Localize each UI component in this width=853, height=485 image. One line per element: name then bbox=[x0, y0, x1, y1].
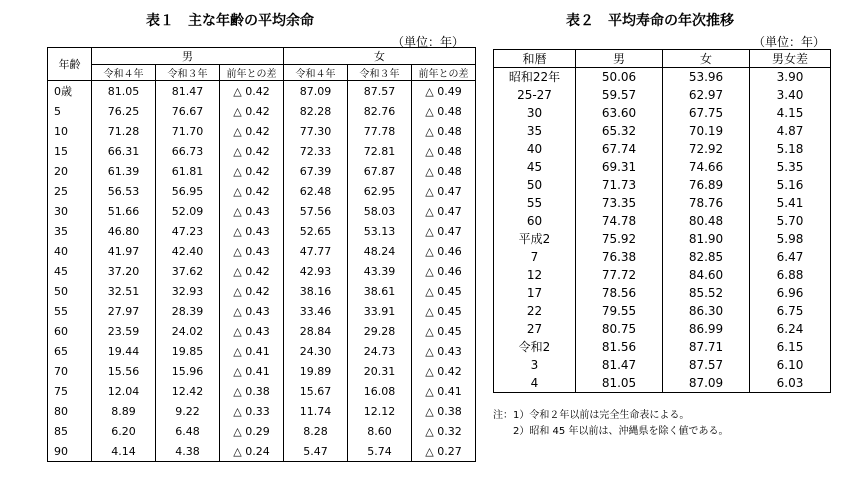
value-cell: 8.28 bbox=[284, 421, 348, 441]
value-cell: 38.16 bbox=[284, 281, 348, 301]
value-cell: △ 0.29 bbox=[220, 421, 284, 441]
value-cell: △ 0.43 bbox=[220, 321, 284, 341]
value-cell: 80.48 bbox=[663, 212, 750, 230]
row-label-cell: 45 bbox=[48, 261, 92, 281]
value-cell: 67.39 bbox=[284, 161, 348, 181]
value-cell: △ 0.42 bbox=[220, 261, 284, 281]
note-line: 注：1）令和２年以前は完全生命表による。 bbox=[493, 410, 690, 421]
value-cell: △ 0.42 bbox=[220, 161, 284, 181]
value-cell: 74.66 bbox=[663, 158, 750, 176]
value-cell: 6.03 bbox=[750, 374, 831, 393]
table-row bbox=[494, 212, 831, 230]
value-cell: 19.44 bbox=[92, 341, 156, 361]
value-cell: 53.96 bbox=[663, 68, 750, 87]
row-label-cell: 17 bbox=[494, 284, 576, 302]
table-row bbox=[494, 176, 831, 194]
value-cell: 6.75 bbox=[750, 302, 831, 320]
value-cell: △ 0.45 bbox=[412, 321, 476, 341]
row-label-cell: 50 bbox=[48, 281, 92, 301]
table-row bbox=[494, 230, 831, 248]
value-cell: 5.74 bbox=[348, 441, 412, 462]
value-cell: 61.39 bbox=[92, 161, 156, 181]
table-row bbox=[48, 261, 476, 281]
table2-title: 表２ 平均寿命の年次推移 bbox=[566, 13, 734, 29]
value-cell: 5.16 bbox=[750, 176, 831, 194]
row-label-cell: 25-27 bbox=[494, 86, 576, 104]
value-cell: 5.47 bbox=[284, 441, 348, 462]
table2-unit: （単位：年） bbox=[753, 35, 826, 49]
value-cell: 6.24 bbox=[750, 320, 831, 338]
value-cell: 8.89 bbox=[92, 401, 156, 421]
table-row bbox=[48, 221, 476, 241]
table1-unit: （単位：年） bbox=[392, 35, 465, 49]
column-header: 令和４年 bbox=[284, 65, 348, 81]
value-cell: △ 0.38 bbox=[220, 381, 284, 401]
value-cell: 62.48 bbox=[284, 181, 348, 201]
column-header: 令和３年 bbox=[156, 65, 220, 81]
value-cell: 12.12 bbox=[348, 401, 412, 421]
value-cell: △ 0.38 bbox=[412, 401, 476, 421]
value-cell: △ 0.48 bbox=[412, 121, 476, 141]
value-cell: 4.38 bbox=[156, 441, 220, 462]
table-row bbox=[494, 356, 831, 374]
value-cell: △ 0.33 bbox=[220, 401, 284, 421]
value-cell: △ 0.41 bbox=[220, 361, 284, 381]
value-cell: 19.85 bbox=[156, 341, 220, 361]
value-cell: 82.28 bbox=[284, 101, 348, 121]
value-cell: 62.95 bbox=[348, 181, 412, 201]
value-cell: △ 0.42 bbox=[220, 81, 284, 102]
row-label-cell: 12 bbox=[494, 266, 576, 284]
value-cell: 6.48 bbox=[156, 421, 220, 441]
value-cell: 53.13 bbox=[348, 221, 412, 241]
value-cell: 77.72 bbox=[576, 266, 663, 284]
value-cell: 51.66 bbox=[92, 201, 156, 221]
value-cell: △ 0.32 bbox=[412, 421, 476, 441]
value-cell: 24.02 bbox=[156, 321, 220, 341]
value-cell: 67.75 bbox=[663, 104, 750, 122]
value-cell: 15.96 bbox=[156, 361, 220, 381]
value-cell: 12.42 bbox=[156, 381, 220, 401]
value-cell: 5.18 bbox=[750, 140, 831, 158]
value-cell: 78.56 bbox=[576, 284, 663, 302]
row-label-cell: 25 bbox=[48, 181, 92, 201]
table-row bbox=[494, 320, 831, 338]
row-label-cell: 50 bbox=[494, 176, 576, 194]
value-cell: 81.05 bbox=[92, 81, 156, 102]
age-header: 年齢 bbox=[48, 48, 92, 81]
value-cell: 77.78 bbox=[348, 121, 412, 141]
row-label-cell: 平成2 bbox=[494, 230, 576, 248]
table-row bbox=[494, 248, 831, 266]
value-cell: 52.65 bbox=[284, 221, 348, 241]
row-label-cell: 55 bbox=[48, 301, 92, 321]
row-label-cell: 85 bbox=[48, 421, 92, 441]
value-cell: △ 0.43 bbox=[220, 221, 284, 241]
value-cell: 81.05 bbox=[576, 374, 663, 393]
value-cell: △ 0.47 bbox=[412, 221, 476, 241]
row-label-cell: 5 bbox=[48, 101, 92, 121]
row-label-cell: 40 bbox=[494, 140, 576, 158]
value-cell: 4.15 bbox=[750, 104, 831, 122]
value-cell: 47.77 bbox=[284, 241, 348, 261]
table-row bbox=[48, 341, 476, 361]
row-label-cell: 7 bbox=[494, 248, 576, 266]
table-row bbox=[494, 86, 831, 104]
value-cell: 32.51 bbox=[92, 281, 156, 301]
row-label-cell: 45 bbox=[494, 158, 576, 176]
table-row bbox=[494, 104, 831, 122]
value-cell: 81.47 bbox=[156, 81, 220, 102]
value-cell: △ 0.47 bbox=[412, 201, 476, 221]
value-cell: 28.39 bbox=[156, 301, 220, 321]
value-cell: 28.84 bbox=[284, 321, 348, 341]
table-row bbox=[494, 68, 831, 87]
value-cell: 6.15 bbox=[750, 338, 831, 356]
table-row bbox=[494, 284, 831, 302]
value-cell: 3.90 bbox=[750, 68, 831, 87]
value-cell: 80.75 bbox=[576, 320, 663, 338]
value-cell: 24.73 bbox=[348, 341, 412, 361]
value-cell: 4.87 bbox=[750, 122, 831, 140]
table-row bbox=[48, 81, 476, 102]
value-cell: 37.20 bbox=[92, 261, 156, 281]
value-cell: 70.19 bbox=[663, 122, 750, 140]
table-row bbox=[494, 194, 831, 212]
value-cell: 58.03 bbox=[348, 201, 412, 221]
value-cell: △ 0.45 bbox=[412, 301, 476, 321]
value-cell: 27.97 bbox=[92, 301, 156, 321]
value-cell: 72.33 bbox=[284, 141, 348, 161]
value-cell: 52.09 bbox=[156, 201, 220, 221]
value-cell: 81.56 bbox=[576, 338, 663, 356]
value-cell: △ 0.45 bbox=[412, 281, 476, 301]
column-header: 令和３年 bbox=[348, 65, 412, 81]
value-cell: 5.41 bbox=[750, 194, 831, 212]
row-label-cell: 27 bbox=[494, 320, 576, 338]
table-row bbox=[494, 302, 831, 320]
value-cell: △ 0.42 bbox=[220, 281, 284, 301]
value-cell: 81.47 bbox=[576, 356, 663, 374]
value-cell: △ 0.42 bbox=[220, 121, 284, 141]
value-cell: 74.78 bbox=[576, 212, 663, 230]
value-cell: △ 0.43 bbox=[412, 341, 476, 361]
value-cell: △ 0.43 bbox=[220, 201, 284, 221]
table-row bbox=[48, 141, 476, 161]
value-cell: 3.40 bbox=[750, 86, 831, 104]
value-cell: 50.06 bbox=[576, 68, 663, 87]
value-cell: 11.74 bbox=[284, 401, 348, 421]
value-cell: 24.30 bbox=[284, 341, 348, 361]
table-row bbox=[48, 421, 476, 441]
note-line: 2）昭和 45 年以前は、沖縄県を除く値である。 bbox=[493, 426, 729, 437]
value-cell: 77.30 bbox=[284, 121, 348, 141]
value-cell: 16.08 bbox=[348, 381, 412, 401]
row-label-cell: 10 bbox=[48, 121, 92, 141]
value-cell: △ 0.42 bbox=[220, 101, 284, 121]
value-cell: △ 0.42 bbox=[220, 141, 284, 161]
value-cell: 9.22 bbox=[156, 401, 220, 421]
value-cell: 59.57 bbox=[576, 86, 663, 104]
row-label-cell: 20 bbox=[48, 161, 92, 181]
value-cell: 85.52 bbox=[663, 284, 750, 302]
column-header: 和暦 bbox=[494, 50, 576, 68]
value-cell: △ 0.48 bbox=[412, 161, 476, 181]
value-cell: 79.55 bbox=[576, 302, 663, 320]
value-cell: 86.99 bbox=[663, 320, 750, 338]
value-cell: 5.35 bbox=[750, 158, 831, 176]
value-cell: 57.56 bbox=[284, 201, 348, 221]
row-label-cell: 0歳 bbox=[48, 81, 92, 102]
table-row bbox=[494, 374, 831, 393]
value-cell: 65.32 bbox=[576, 122, 663, 140]
value-cell: 87.09 bbox=[663, 374, 750, 393]
value-cell: 72.92 bbox=[663, 140, 750, 158]
row-label-cell: 30 bbox=[494, 104, 576, 122]
value-cell: 6.96 bbox=[750, 284, 831, 302]
value-cell: 4.14 bbox=[92, 441, 156, 462]
value-cell: 41.97 bbox=[92, 241, 156, 261]
value-cell: 12.04 bbox=[92, 381, 156, 401]
value-cell: 56.95 bbox=[156, 181, 220, 201]
table-row bbox=[494, 122, 831, 140]
row-label-cell: 55 bbox=[494, 194, 576, 212]
value-cell: 71.70 bbox=[156, 121, 220, 141]
life-expectancy-trend-table bbox=[493, 49, 831, 393]
row-label-cell: 昭和22年 bbox=[494, 68, 576, 87]
row-label-cell: 70 bbox=[48, 361, 92, 381]
female-header: 女 bbox=[284, 48, 476, 65]
row-label-cell: 3 bbox=[494, 356, 576, 374]
row-label-cell: 4 bbox=[494, 374, 576, 393]
table-row bbox=[48, 201, 476, 221]
row-label-cell: 35 bbox=[494, 122, 576, 140]
value-cell: 66.73 bbox=[156, 141, 220, 161]
value-cell: △ 0.41 bbox=[220, 341, 284, 361]
table1-body bbox=[48, 81, 476, 462]
value-cell: 73.35 bbox=[576, 194, 663, 212]
value-cell: △ 0.24 bbox=[220, 441, 284, 462]
table-row bbox=[48, 441, 476, 462]
value-cell: 48.24 bbox=[348, 241, 412, 261]
value-cell: △ 0.49 bbox=[412, 81, 476, 102]
table-row bbox=[48, 401, 476, 421]
value-cell: 75.92 bbox=[576, 230, 663, 248]
value-cell: 42.93 bbox=[284, 261, 348, 281]
value-cell: 71.28 bbox=[92, 121, 156, 141]
value-cell: 81.90 bbox=[663, 230, 750, 248]
value-cell: △ 0.47 bbox=[412, 181, 476, 201]
table-row bbox=[48, 281, 476, 301]
row-label-cell: 15 bbox=[48, 141, 92, 161]
value-cell: 43.39 bbox=[348, 261, 412, 281]
column-header: 男女差 bbox=[750, 50, 831, 68]
table-row bbox=[48, 241, 476, 261]
table2-body bbox=[494, 68, 831, 393]
value-cell: 87.09 bbox=[284, 81, 348, 102]
value-cell: 62.97 bbox=[663, 86, 750, 104]
value-cell: 71.73 bbox=[576, 176, 663, 194]
value-cell: 23.59 bbox=[92, 321, 156, 341]
value-cell: 37.62 bbox=[156, 261, 220, 281]
value-cell: 82.85 bbox=[663, 248, 750, 266]
value-cell: 33.46 bbox=[284, 301, 348, 321]
column-header: 前年との差 bbox=[220, 65, 284, 81]
value-cell: 76.25 bbox=[92, 101, 156, 121]
value-cell: 5.70 bbox=[750, 212, 831, 230]
value-cell: 8.60 bbox=[348, 421, 412, 441]
table-row bbox=[48, 361, 476, 381]
table-row bbox=[48, 381, 476, 401]
value-cell: △ 0.41 bbox=[412, 381, 476, 401]
table-row bbox=[494, 338, 831, 356]
value-cell: 72.81 bbox=[348, 141, 412, 161]
value-cell: 38.61 bbox=[348, 281, 412, 301]
value-cell: 42.40 bbox=[156, 241, 220, 261]
row-label-cell: 令和2 bbox=[494, 338, 576, 356]
row-label-cell: 40 bbox=[48, 241, 92, 261]
table-row bbox=[48, 321, 476, 341]
value-cell: 76.67 bbox=[156, 101, 220, 121]
column-header: 女 bbox=[663, 50, 750, 68]
table-row bbox=[48, 301, 476, 321]
row-label-cell: 80 bbox=[48, 401, 92, 421]
value-cell: 33.91 bbox=[348, 301, 412, 321]
value-cell: △ 0.43 bbox=[220, 241, 284, 261]
row-label-cell: 60 bbox=[494, 212, 576, 230]
value-cell: 87.57 bbox=[663, 356, 750, 374]
male-header: 男 bbox=[92, 48, 284, 65]
value-cell: 32.93 bbox=[156, 281, 220, 301]
value-cell: 61.81 bbox=[156, 161, 220, 181]
value-cell: △ 0.48 bbox=[412, 101, 476, 121]
value-cell: 56.53 bbox=[92, 181, 156, 201]
value-cell: 76.89 bbox=[663, 176, 750, 194]
value-cell: △ 0.46 bbox=[412, 241, 476, 261]
row-label-cell: 30 bbox=[48, 201, 92, 221]
value-cell: 86.30 bbox=[663, 302, 750, 320]
table-row bbox=[494, 266, 831, 284]
value-cell: 15.56 bbox=[92, 361, 156, 381]
life-expectancy-by-age-table bbox=[47, 47, 476, 462]
value-cell: 67.74 bbox=[576, 140, 663, 158]
value-cell: 20.31 bbox=[348, 361, 412, 381]
table-row bbox=[48, 121, 476, 141]
value-cell: 6.47 bbox=[750, 248, 831, 266]
row-label-cell: 35 bbox=[48, 221, 92, 241]
value-cell: 76.38 bbox=[576, 248, 663, 266]
table-row bbox=[494, 158, 831, 176]
notes bbox=[493, 408, 728, 440]
row-label-cell: 90 bbox=[48, 441, 92, 462]
row-label-cell: 22 bbox=[494, 302, 576, 320]
value-cell: 29.28 bbox=[348, 321, 412, 341]
value-cell: 6.20 bbox=[92, 421, 156, 441]
value-cell: 87.57 bbox=[348, 81, 412, 102]
value-cell: 87.71 bbox=[663, 338, 750, 356]
value-cell: △ 0.27 bbox=[412, 441, 476, 462]
value-cell: 69.31 bbox=[576, 158, 663, 176]
value-cell: 5.98 bbox=[750, 230, 831, 248]
column-header: 令和４年 bbox=[92, 65, 156, 81]
value-cell: 66.31 bbox=[92, 141, 156, 161]
value-cell: 6.10 bbox=[750, 356, 831, 374]
row-label-cell: 75 bbox=[48, 381, 92, 401]
value-cell: 15.67 bbox=[284, 381, 348, 401]
value-cell: 82.76 bbox=[348, 101, 412, 121]
value-cell: △ 0.42 bbox=[412, 361, 476, 381]
value-cell: △ 0.48 bbox=[412, 141, 476, 161]
table-row bbox=[48, 161, 476, 181]
table1-title: 表１ 主な年齢の平均余命 bbox=[146, 13, 314, 29]
table-row bbox=[494, 140, 831, 158]
value-cell: 84.60 bbox=[663, 266, 750, 284]
column-header: 前年との差 bbox=[412, 65, 476, 81]
row-label-cell: 60 bbox=[48, 321, 92, 341]
value-cell: 78.76 bbox=[663, 194, 750, 212]
value-cell: 67.87 bbox=[348, 161, 412, 181]
value-cell: △ 0.42 bbox=[220, 181, 284, 201]
column-header: 男 bbox=[576, 50, 663, 68]
value-cell: 19.89 bbox=[284, 361, 348, 381]
value-cell: 47.23 bbox=[156, 221, 220, 241]
value-cell: △ 0.43 bbox=[220, 301, 284, 321]
table-row bbox=[48, 181, 476, 201]
value-cell: 46.80 bbox=[92, 221, 156, 241]
row-label-cell: 65 bbox=[48, 341, 92, 361]
value-cell: △ 0.46 bbox=[412, 261, 476, 281]
value-cell: 6.88 bbox=[750, 266, 831, 284]
table-row bbox=[48, 101, 476, 121]
value-cell: 63.60 bbox=[576, 104, 663, 122]
